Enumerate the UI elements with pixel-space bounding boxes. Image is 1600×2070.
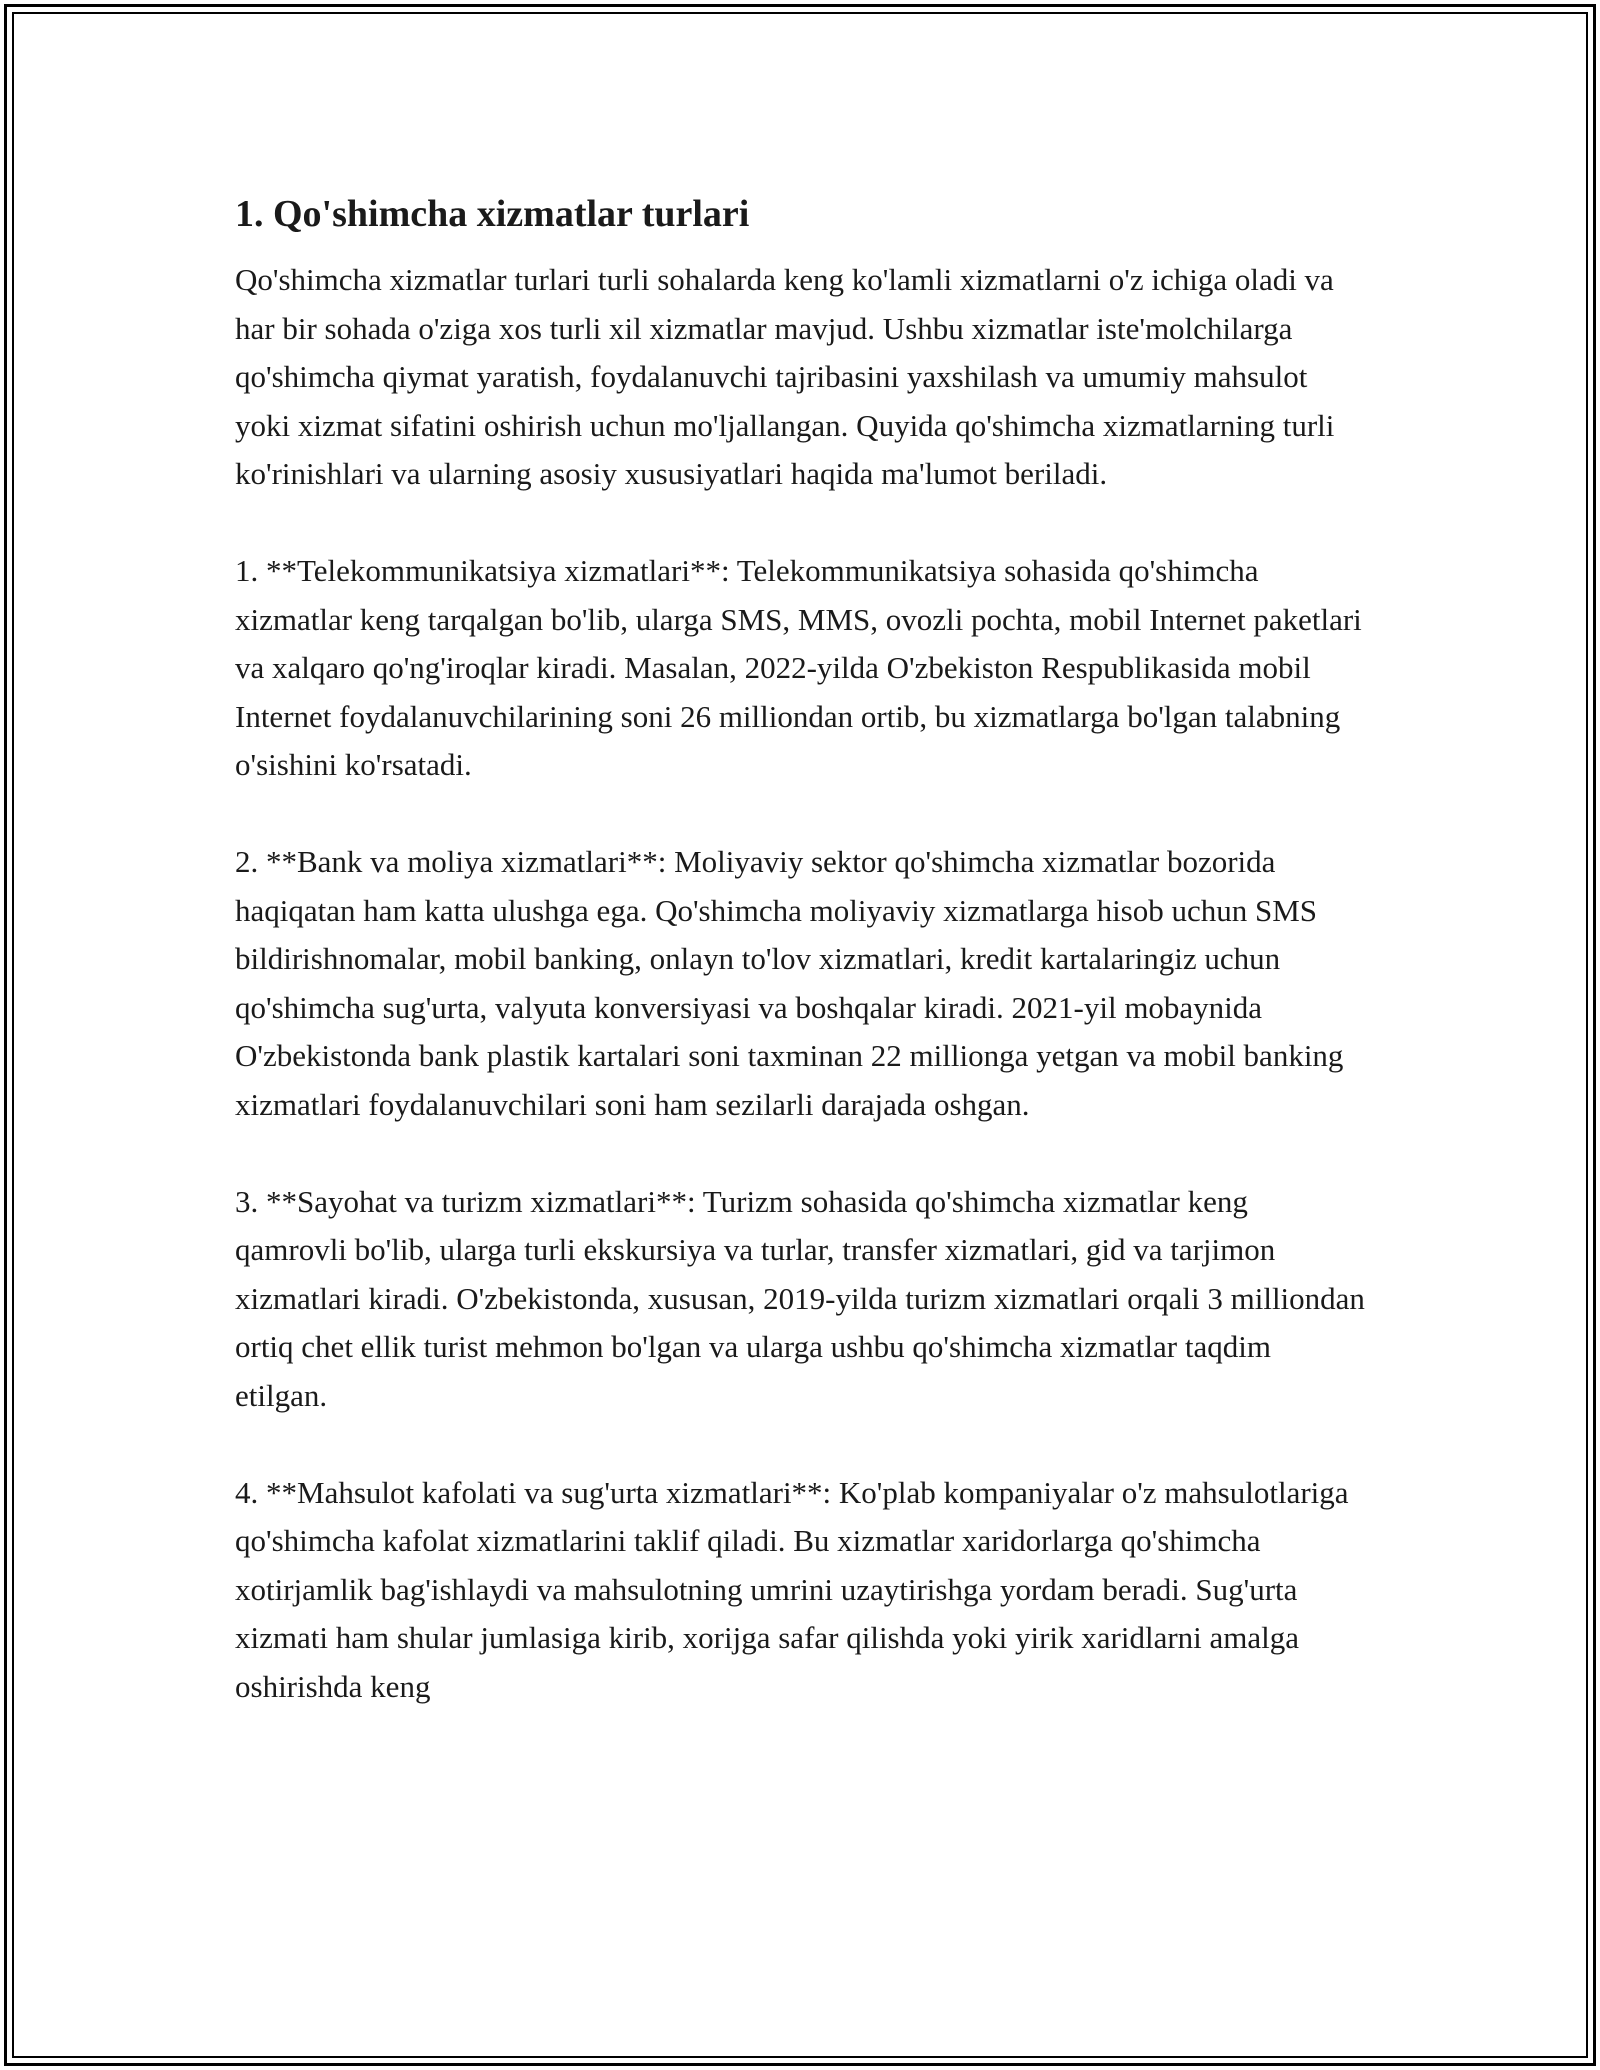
- intro-paragraph: Qo'shimcha xizmatlar turlari turli sohalarda keng ko'lamli xizmatlarni o'z ichiga oladi va har bir sohada o'ziga xos turli xil xizmatlar mavjud. Ushbu xizmatlar iste'molchilarga qo'shimcha qiymat yaratish, foydalanuvchi tajribasini yaxshilash va umumiy mahsulot yoki xizmat sifatini oshirish uchun mo'ljallangan. Quyida qo'shimcha xizmatlarning turli ko'rinishlari va ularning asosiy xususiyatlari haqida ma'lumot beriladi.: [235, 262, 1335, 491]
- document-body: [235, 190, 1365, 1711]
- section-title: 1. Qo'shimcha xizmatlar turlari: [235, 193, 750, 235]
- paragraph-warranty-insurance-services: 4. **Mahsulot kafolati va sug'urta xizmatlari**: Ko'plab kompaniyalar o'z mahsulotlariga qo'shimcha kafolat xizmatlarini taklif qiladi. Bu xizmatlar xaridorlarga qo'shimcha xotirjamlik bag'ishlaydi va mahsulotning umrini uzaytirishga yordam beradi. Sug'urta xizmati ham shular jumlasiga kirib, xorijga safar qilishda yoki yirik xaridlarni amalga oshirishda keng: [235, 1474, 1349, 1704]
- paragraph-bank-finance-services: 2. **Bank va moliya xizmatlari**: Moliyaviy sektor qo'shimcha xizmatlar bozorida haqiqatan ham katta ulushga ega. Qo'shimcha moliyaviy xizmatlarga hisob uchun SMS bildirishnomalar, mobil banking, onlayn to'lov xizmatlari, kredit kartalaringiz uchun qo'shimcha sug'urta, valyuta konversiyasi va boshqalar kiradi. 2021-yil mobaynida O'zbekistonda bank plastik kartalari soni taxminan 22 millionga yetgan va mobil banking xizmatlari foydalanuvchilari soni ham sezilarli darajada oshgan.: [235, 844, 1344, 1122]
- paragraph-travel-tourism-services: 3. **Sayohat va turizm xizmatlari**: Turizm sohasida qo'shimcha xizmatlar keng qamrovli bo'lib, ularga turli ekskursiya va turlar, transfer xizmatlari, gid va tarjimon xizmatlari kiradi. O'zbekistonda, xususan, 2019-yilda turizm xizmatlari orqali 3 milliondan ortiq chet ellik turist mehmon bo'lgan va ularga ushbu qo'shimcha xizmatlar taqdim etilgan.: [235, 1183, 1365, 1413]
- paragraph-telecom-services: 1. **Telekommunikatsiya xizmatlari**: Telekommunikatsiya sohasida qo'shimcha xizmatlar keng tarqalgan bo'lib, ularga SMS, MMS, ovozli pochta, mobil Internet paketlari va xalqaro qo'ng'iroqlar kiradi. Masalan, 2022-yilda O'zbekiston Respublikasida mobil Internet foydalanuvchilarining soni 26 milliondan ortib, bu xizmatlarga bo'lgan talabning o'sishini ko'rsatadi.: [235, 553, 1362, 782]
